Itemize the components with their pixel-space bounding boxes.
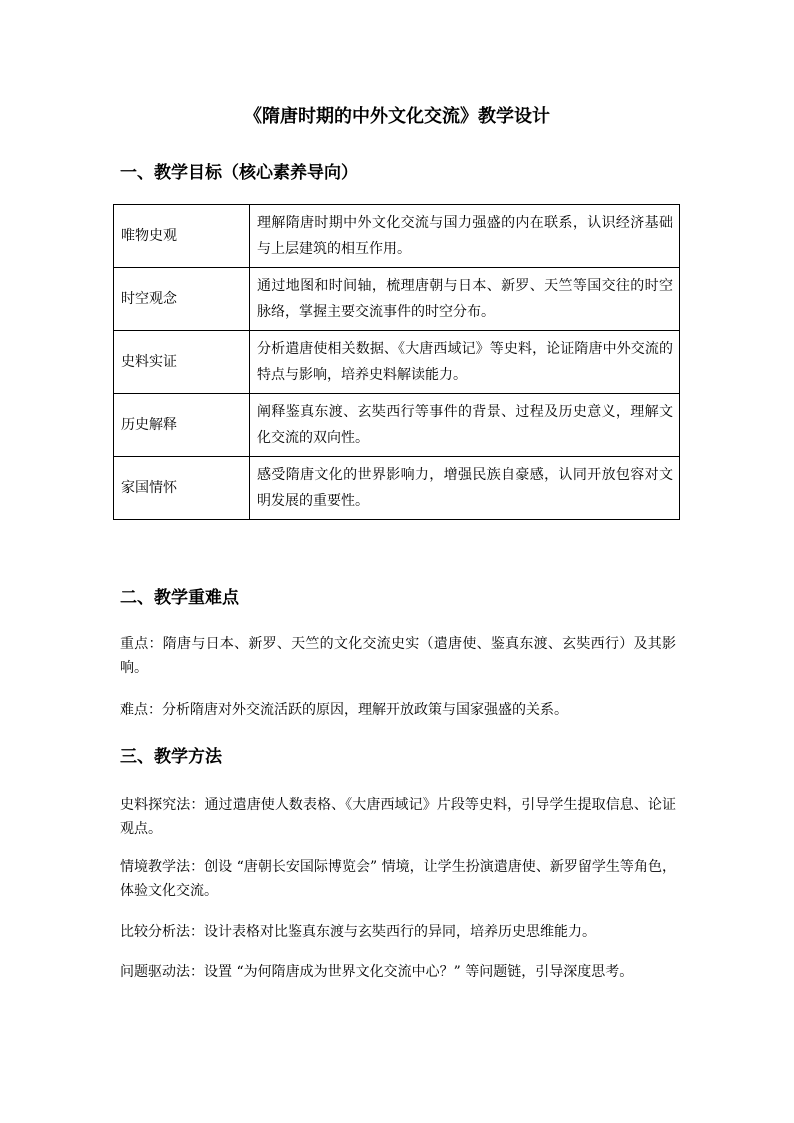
goal-description: 感受隋唐文化的世界影响力，增强民族自豪感，认同开放包容对文明发展的重要性。: [250, 457, 680, 520]
goal-description: 分析遣唐使相关数据、《大唐西域记》等史料，论证隋唐中外交流的特点与影响，培养史料解读能力。: [250, 331, 680, 394]
table-row: [114, 331, 680, 394]
table-row: [114, 205, 680, 268]
method-paragraph: 情境教学法：创设 “唐朝长安国际博览会” 情境，让学生扮演遣唐使、新罗留学生等角色，体验文化交流。: [120, 859, 676, 899]
method-paragraph: 问题驱动法：设置 “为何隋唐成为世界文化交流中心？” 等问题链，引导深度思考。: [120, 964, 634, 980]
teaching-goals-table: [113, 204, 680, 520]
section-heading-key-difficult-points: 二、教学重难点: [120, 588, 239, 608]
table-row: [114, 268, 680, 331]
goal-description: 通过地图和时间轴，梳理唐朝与日本、新罗、天竺等国交往的时空脉络，掌握主要交流事件的时空分布。: [250, 268, 680, 331]
goal-label: 史料实证: [114, 331, 250, 394]
method-paragraph: 比较分析法：设计表格对比鉴真东渡与玄奘西行的异同，培养历史思维能力。: [120, 924, 596, 940]
goal-description: 理解隋唐时期中外文化交流与国力强盛的内在联系，认识经济基础与上层建筑的相互作用。: [250, 205, 680, 268]
goal-label: 时空观念: [114, 268, 250, 331]
document-title: 《隋唐时期的中外文化交流》教学设计: [244, 106, 550, 127]
goal-label: 家国情怀: [114, 457, 250, 520]
goal-label: 唯物史观: [114, 205, 250, 268]
table-row: [114, 457, 680, 520]
section-heading-teaching-goals: 一、教学目标（核心素养导向）: [120, 163, 358, 183]
goal-label: 历史解释: [114, 394, 250, 457]
table-row: [114, 394, 680, 457]
goal-description: 阐释鉴真东渡、玄奘西行等事件的背景、过程及历史意义，理解文化交流的双向性。: [250, 394, 680, 457]
section-heading-teaching-methods: 三、教学方法: [120, 747, 222, 767]
method-paragraph: 史料探究法：通过遣唐使人数表格、《大唐西域记》片段等史料，引导学生提取信息、论证观点。: [120, 797, 676, 837]
key-point-paragraph: 重点：隋唐与日本、新罗、天竺的文化交流史实（遣唐使、鉴真东渡、玄奘西行）及其影响。: [120, 636, 676, 676]
difficult-point-paragraph: 难点：分析隋唐对外交流活跃的原因，理解开放政策与国家强盛的关系。: [120, 702, 568, 718]
